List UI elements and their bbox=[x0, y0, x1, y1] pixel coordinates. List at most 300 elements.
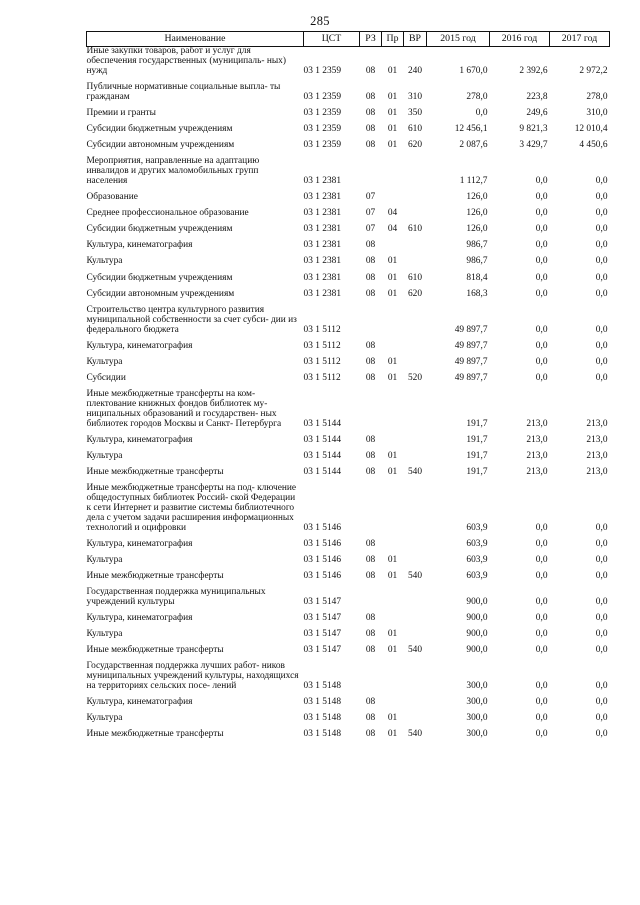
row-name: Иные межбюджетные трансферты bbox=[86, 570, 224, 581]
row-cst-code: 03 1 2359 bbox=[303, 140, 341, 151]
row-vr-code bbox=[404, 390, 427, 436]
row-pr-code: 01 bbox=[387, 570, 398, 581]
row-pr-code: 01 bbox=[387, 713, 398, 724]
row-amount-2015: 126,0 bbox=[466, 224, 488, 235]
row-amount-2015: 300,0 bbox=[466, 729, 488, 740]
row-vr-code bbox=[404, 484, 427, 540]
row-amount-2017: 0,0 bbox=[595, 729, 608, 740]
row-rz-code: 08 bbox=[365, 91, 376, 102]
table-row bbox=[87, 209, 610, 225]
row-amount-2016: 249,6 bbox=[526, 107, 548, 118]
row-amount-2015: 2 087,6 bbox=[459, 140, 488, 151]
row-amount-2017: 0,0 bbox=[595, 645, 608, 656]
row-vr-code bbox=[404, 306, 427, 342]
row-amount-2016: 0,0 bbox=[535, 340, 548, 351]
row-cst-code: 03 1 5147 bbox=[303, 613, 341, 624]
row-rz-code: 08 bbox=[365, 729, 376, 740]
row-amount-2017: 0,0 bbox=[595, 372, 608, 383]
row-cst-code: 03 1 2359 bbox=[303, 107, 341, 118]
header-cst: ЦСТ bbox=[304, 32, 360, 47]
row-cst-code: 03 1 5112 bbox=[303, 324, 341, 335]
row-rz-code bbox=[360, 662, 382, 698]
row-amount-2017: 0,0 bbox=[595, 522, 608, 533]
table-row bbox=[87, 47, 610, 83]
row-rz-code: 07 bbox=[365, 224, 376, 235]
row-cst-code: 03 1 2381 bbox=[303, 224, 341, 235]
row-rz-code: 08 bbox=[365, 140, 376, 151]
row-name: Культура, кинематография bbox=[86, 613, 193, 624]
row-name: Культура, кинематография bbox=[86, 538, 193, 549]
row-name: Иные межбюджетные трансферты bbox=[86, 466, 224, 477]
row-name: Субсидии бюджетным учреждениям bbox=[86, 272, 233, 283]
table-body bbox=[87, 47, 610, 747]
table-row bbox=[87, 452, 610, 468]
row-amount-2017: 213,0 bbox=[586, 418, 608, 429]
row-name: Культура bbox=[86, 554, 123, 565]
row-pr-code: 01 bbox=[387, 645, 398, 656]
row-cst-code: 03 1 5112 bbox=[303, 372, 341, 383]
row-rz-code bbox=[360, 390, 382, 436]
row-amount-2017: 0,0 bbox=[595, 288, 608, 299]
row-name: Культура, кинематография bbox=[86, 434, 193, 445]
row-amount-2015: 191,7 bbox=[466, 450, 488, 461]
row-amount-2016: 213,0 bbox=[526, 466, 548, 477]
row-amount-2015: 0,0 bbox=[475, 107, 488, 118]
row-cst-code: 03 1 5148 bbox=[303, 729, 341, 740]
row-amount-2016: 0,0 bbox=[535, 613, 548, 624]
row-pr-code bbox=[382, 698, 404, 714]
table-row bbox=[87, 241, 610, 257]
row-pr-code bbox=[382, 306, 404, 342]
row-name: Культура bbox=[86, 713, 123, 724]
row-amount-2016: 0,0 bbox=[535, 208, 548, 219]
row-amount-2015: 300,0 bbox=[466, 713, 488, 724]
row-name: Культура, кинематография bbox=[86, 340, 193, 351]
row-rz-code bbox=[360, 588, 382, 614]
row-name: Иные межбюджетные трансферты bbox=[86, 645, 224, 656]
row-amount-2016: 0,0 bbox=[535, 713, 548, 724]
row-rz-code: 08 bbox=[365, 697, 376, 708]
table-row bbox=[87, 588, 610, 614]
row-amount-2017: 278,0 bbox=[586, 91, 608, 102]
row-name: Премии и гранты bbox=[86, 107, 156, 118]
row-amount-2015: 278,0 bbox=[466, 91, 488, 102]
header-2016: 2016 год bbox=[490, 32, 550, 47]
row-cst-code: 03 1 5147 bbox=[303, 645, 341, 656]
header-vr: ВР bbox=[404, 32, 427, 47]
header-name: Наименование bbox=[87, 32, 304, 47]
row-amount-2015: 603,9 bbox=[466, 522, 488, 533]
table-row bbox=[87, 714, 610, 730]
row-amount-2016: 0,0 bbox=[535, 240, 548, 251]
row-vr-code bbox=[404, 436, 427, 452]
row-vr-code bbox=[404, 452, 427, 468]
row-amount-2017: 4 450,6 bbox=[579, 140, 608, 151]
row-vr-code bbox=[404, 157, 427, 193]
row-name: Культура bbox=[86, 629, 123, 640]
row-vr-code: 610 bbox=[407, 272, 423, 283]
row-pr-code: 04 bbox=[387, 224, 398, 235]
row-rz-code: 08 bbox=[365, 65, 376, 76]
row-vr-code bbox=[404, 588, 427, 614]
row-cst-code: 03 1 5146 bbox=[303, 538, 341, 549]
table-row bbox=[87, 83, 610, 109]
row-pr-code bbox=[382, 588, 404, 614]
table-row bbox=[87, 257, 610, 273]
row-amount-2016: 0,0 bbox=[535, 324, 548, 335]
row-pr-code: 01 bbox=[387, 91, 398, 102]
row-pr-code bbox=[382, 193, 404, 209]
row-amount-2017: 0,0 bbox=[595, 554, 608, 565]
table-row bbox=[87, 698, 610, 714]
row-amount-2017: 0,0 bbox=[595, 613, 608, 624]
row-rz-code: 08 bbox=[365, 124, 376, 134]
row-amount-2015: 49 897,7 bbox=[454, 372, 488, 383]
row-pr-code: 01 bbox=[387, 629, 398, 640]
table-row bbox=[87, 225, 610, 241]
row-rz-code: 08 bbox=[365, 629, 376, 640]
row-amount-2017: 0,0 bbox=[595, 681, 608, 692]
table-row bbox=[87, 274, 610, 290]
row-pr-code bbox=[382, 614, 404, 630]
row-vr-code bbox=[404, 209, 427, 225]
row-vr-code bbox=[404, 540, 427, 556]
row-rz-code: 08 bbox=[365, 372, 376, 383]
row-amount-2016: 213,0 bbox=[526, 450, 548, 461]
row-cst-code: 03 1 5148 bbox=[303, 681, 341, 692]
row-cst-code: 03 1 5144 bbox=[303, 434, 341, 445]
row-cst-code: 03 1 2381 bbox=[303, 208, 341, 219]
row-vr-code: 520 bbox=[407, 372, 423, 383]
row-rz-code: 08 bbox=[365, 272, 376, 283]
row-vr-code: 610 bbox=[407, 224, 423, 235]
header-2015: 2015 год bbox=[427, 32, 490, 47]
row-cst-code: 03 1 2381 bbox=[303, 240, 341, 251]
row-amount-2017: 0,0 bbox=[595, 256, 608, 267]
row-name: Субсидии автономным учреждениям bbox=[86, 288, 235, 299]
row-amount-2017: 0,0 bbox=[595, 356, 608, 367]
table-header bbox=[87, 32, 610, 47]
row-amount-2015: 49 897,7 bbox=[454, 340, 488, 351]
budget-table bbox=[86, 31, 610, 747]
table-row bbox=[87, 662, 610, 698]
row-vr-code: 310 bbox=[407, 91, 423, 102]
row-amount-2015: 126,0 bbox=[466, 192, 488, 203]
row-name: Иные межбюджетные трансферты bbox=[86, 729, 224, 740]
row-amount-2016: 0,0 bbox=[535, 570, 548, 581]
row-amount-2015: 900,0 bbox=[466, 645, 488, 656]
row-vr-code bbox=[404, 342, 427, 358]
row-amount-2015: 191,7 bbox=[466, 434, 488, 445]
table-row bbox=[87, 109, 610, 125]
row-rz-code: 08 bbox=[365, 554, 376, 565]
row-amount-2016: 0,0 bbox=[535, 645, 548, 656]
header-pr: Пр bbox=[382, 32, 404, 47]
row-vr-code: 350 bbox=[407, 107, 423, 118]
row-name: Иные межбюджетные трансферты на под- ключение общедоступных библиотек Россий- ской Федерации к сети Интернет и развитие системы библиотечного дела с учетом задачи расширения информационных технологий и оцифровки bbox=[86, 483, 297, 533]
header-2017: 2017 год bbox=[550, 32, 610, 47]
row-amount-2016: 0,0 bbox=[535, 554, 548, 565]
row-name: Государственная поддержка муниципальных учреждений культуры bbox=[86, 587, 266, 607]
table-row bbox=[87, 484, 610, 540]
table-row bbox=[87, 374, 610, 390]
row-amount-2015: 126,0 bbox=[466, 208, 488, 219]
row-pr-code bbox=[382, 662, 404, 698]
row-cst-code: 03 1 5144 bbox=[303, 450, 341, 461]
row-vr-code: 540 bbox=[407, 645, 423, 656]
row-vr-code bbox=[404, 257, 427, 273]
row-amount-2017: 0,0 bbox=[595, 208, 608, 219]
row-amount-2016: 0,0 bbox=[535, 176, 548, 186]
row-pr-code: 01 bbox=[387, 107, 398, 118]
row-cst-code: 03 1 5147 bbox=[303, 629, 341, 640]
table-row bbox=[87, 630, 610, 646]
table-row bbox=[87, 614, 610, 630]
row-rz-code: 08 bbox=[365, 434, 376, 445]
row-amount-2017: 310,0 bbox=[586, 107, 608, 118]
row-vr-code bbox=[404, 614, 427, 630]
row-vr-code bbox=[404, 556, 427, 572]
row-name: Строительство центра культурного развития муниципальной собственности за счет субси- дии из федерального бюджета bbox=[86, 304, 297, 335]
row-name: Субсидии бюджетным учреждениям bbox=[86, 124, 233, 134]
row-cst-code: 03 1 2359 bbox=[303, 124, 341, 134]
row-amount-2016: 0,0 bbox=[535, 729, 548, 740]
row-amount-2016: 0,0 bbox=[535, 522, 548, 533]
table-row bbox=[87, 193, 610, 209]
row-pr-code: 01 bbox=[387, 65, 398, 76]
row-amount-2015: 900,0 bbox=[466, 629, 488, 640]
row-cst-code: 03 1 2381 bbox=[303, 176, 341, 186]
row-rz-code bbox=[360, 484, 382, 540]
row-amount-2016: 2 392,6 bbox=[519, 65, 548, 76]
header-rz: РЗ bbox=[360, 32, 382, 47]
row-vr-code bbox=[404, 358, 427, 374]
row-amount-2016: 9 821,3 bbox=[519, 124, 548, 134]
row-pr-code bbox=[382, 157, 404, 193]
table-row bbox=[87, 125, 610, 141]
row-cst-code: 03 1 2381 bbox=[303, 192, 341, 203]
row-amount-2017: 0,0 bbox=[595, 340, 608, 351]
row-vr-code bbox=[404, 630, 427, 646]
row-amount-2016: 0,0 bbox=[535, 356, 548, 367]
row-rz-code: 08 bbox=[365, 340, 376, 351]
page-number: 285 bbox=[310, 14, 330, 28]
row-amount-2015: 191,7 bbox=[466, 418, 488, 429]
row-amount-2017: 0,0 bbox=[595, 570, 608, 581]
row-amount-2016: 213,0 bbox=[526, 434, 548, 445]
row-amount-2017: 0,0 bbox=[595, 272, 608, 283]
row-name: Субсидии bbox=[86, 372, 126, 383]
row-rz-code: 08 bbox=[365, 240, 376, 251]
row-amount-2017: 12 010,4 bbox=[574, 124, 608, 134]
row-cst-code: 03 1 2359 bbox=[303, 91, 341, 102]
row-pr-code bbox=[382, 342, 404, 358]
row-name: Культура bbox=[86, 356, 123, 367]
row-rz-code bbox=[360, 306, 382, 342]
row-amount-2017: 0,0 bbox=[595, 629, 608, 640]
row-name: Публичные нормативные социальные выпла- ты гражданам bbox=[86, 81, 281, 102]
row-cst-code: 03 1 5144 bbox=[303, 466, 341, 477]
row-amount-2017: 213,0 bbox=[586, 466, 608, 477]
row-amount-2015: 12 456,1 bbox=[454, 124, 488, 134]
row-vr-code bbox=[404, 714, 427, 730]
row-cst-code: 03 1 5147 bbox=[303, 596, 341, 607]
row-amount-2017: 0,0 bbox=[595, 176, 608, 186]
table-row bbox=[87, 390, 610, 436]
row-cst-code: 03 1 5146 bbox=[303, 570, 341, 581]
row-rz-code: 08 bbox=[365, 613, 376, 624]
row-cst-code: 03 1 5148 bbox=[303, 697, 341, 708]
row-amount-2015: 986,7 bbox=[466, 256, 488, 267]
row-rz-code bbox=[360, 157, 382, 193]
table-row bbox=[87, 306, 610, 342]
row-amount-2017: 0,0 bbox=[595, 324, 608, 335]
table-row bbox=[87, 342, 610, 358]
row-name: Культура bbox=[86, 256, 123, 267]
row-rz-code: 08 bbox=[365, 107, 376, 118]
row-pr-code bbox=[382, 540, 404, 556]
row-pr-code: 01 bbox=[387, 140, 398, 151]
row-name: Культура, кинематография bbox=[86, 240, 193, 251]
row-rz-code: 07 bbox=[365, 192, 376, 203]
row-amount-2017: 0,0 bbox=[595, 224, 608, 235]
row-amount-2016: 0,0 bbox=[535, 192, 548, 203]
row-cst-code: 03 1 2381 bbox=[303, 272, 341, 283]
row-vr-code: 620 bbox=[407, 288, 423, 299]
table-row bbox=[87, 540, 610, 556]
row-pr-code: 01 bbox=[387, 124, 398, 134]
row-cst-code: 03 1 5146 bbox=[303, 522, 341, 533]
row-amount-2016: 0,0 bbox=[535, 681, 548, 692]
row-vr-code bbox=[404, 662, 427, 698]
row-amount-2015: 603,9 bbox=[466, 554, 488, 565]
row-amount-2015: 191,7 bbox=[466, 466, 488, 477]
row-cst-code: 03 1 2381 bbox=[303, 288, 341, 299]
row-vr-code: 540 bbox=[407, 466, 423, 477]
row-name: Среднее профессиональное образование bbox=[86, 208, 249, 219]
table-row bbox=[87, 290, 610, 306]
row-cst-code: 03 1 2359 bbox=[303, 65, 341, 76]
row-pr-code bbox=[382, 390, 404, 436]
row-amount-2016: 0,0 bbox=[535, 629, 548, 640]
row-pr-code bbox=[382, 241, 404, 257]
row-amount-2017: 213,0 bbox=[586, 434, 608, 445]
row-amount-2015: 603,9 bbox=[466, 570, 488, 581]
row-amount-2016: 0,0 bbox=[535, 256, 548, 267]
row-amount-2016: 0,0 bbox=[535, 596, 548, 607]
row-vr-code: 620 bbox=[407, 140, 423, 151]
row-name: Иные закупки товаров, работ и услуг для обеспечения государственных (муниципаль- ных) нужд bbox=[86, 46, 286, 76]
row-amount-2015: 49 897,7 bbox=[454, 356, 488, 367]
table-row bbox=[87, 358, 610, 374]
row-pr-code bbox=[382, 484, 404, 540]
row-pr-code: 01 bbox=[387, 256, 398, 267]
row-amount-2016: 223,8 bbox=[526, 91, 548, 102]
row-rz-code: 08 bbox=[365, 356, 376, 367]
row-name: Государственная поддержка лучших работ- ников муниципальных учреждений культуры, находящихся на территориях сельских посе- лений bbox=[86, 661, 299, 692]
row-name: Иные межбюджетные трансферты на ком- плектование книжных фондов библиотек му- ниципальных образований и государствен- ных библиотек городов Москвы и Санкт- Петербурга bbox=[86, 388, 282, 429]
row-cst-code: 03 1 5112 bbox=[303, 340, 341, 351]
row-name: Субсидии автономным учреждениям bbox=[86, 140, 235, 151]
row-amount-2015: 900,0 bbox=[466, 613, 488, 624]
row-amount-2016: 0,0 bbox=[535, 372, 548, 383]
row-pr-code: 01 bbox=[387, 729, 398, 740]
row-pr-code: 01 bbox=[387, 466, 398, 477]
row-vr-code: 540 bbox=[407, 729, 423, 740]
row-amount-2017: 0,0 bbox=[595, 538, 608, 549]
row-amount-2017: 0,0 bbox=[595, 713, 608, 724]
row-amount-2015: 818,4 bbox=[466, 272, 488, 283]
row-rz-code: 08 bbox=[365, 645, 376, 656]
row-amount-2015: 168,3 bbox=[466, 288, 488, 299]
row-rz-code: 08 bbox=[365, 570, 376, 581]
row-pr-code: 01 bbox=[387, 356, 398, 367]
row-cst-code: 03 1 2381 bbox=[303, 256, 341, 267]
row-rz-code: 08 bbox=[365, 288, 376, 299]
row-amount-2015: 900,0 bbox=[466, 596, 488, 607]
row-amount-2017: 213,0 bbox=[586, 450, 608, 461]
row-amount-2015: 603,9 bbox=[466, 538, 488, 549]
row-rz-code: 08 bbox=[365, 713, 376, 724]
row-cst-code: 03 1 5146 bbox=[303, 554, 341, 565]
row-amount-2015: 1 112,7 bbox=[459, 176, 488, 186]
row-vr-code: 240 bbox=[407, 65, 423, 76]
table-row bbox=[87, 646, 610, 662]
row-vr-code bbox=[404, 241, 427, 257]
row-pr-code: 04 bbox=[387, 208, 398, 219]
row-amount-2015: 300,0 bbox=[466, 681, 488, 692]
table-row bbox=[87, 436, 610, 452]
row-amount-2017: 0,0 bbox=[595, 240, 608, 251]
row-cst-code: 03 1 5144 bbox=[303, 418, 341, 429]
row-amount-2017: 0,0 bbox=[595, 596, 608, 607]
row-name: Образование bbox=[86, 192, 138, 203]
row-amount-2015: 300,0 bbox=[466, 697, 488, 708]
row-amount-2015: 986,7 bbox=[466, 240, 488, 251]
row-amount-2017: 2 972,2 bbox=[579, 65, 608, 76]
table-row bbox=[87, 468, 610, 484]
table-row bbox=[87, 572, 610, 588]
row-name: Мероприятия, направленные на адаптацию инвалидов и других маломобильных групп населения bbox=[86, 156, 260, 186]
row-amount-2017: 0,0 bbox=[595, 192, 608, 203]
table-row bbox=[87, 141, 610, 157]
row-amount-2016: 213,0 bbox=[526, 418, 548, 429]
row-amount-2015: 49 897,7 bbox=[454, 324, 488, 335]
row-amount-2015: 1 670,0 bbox=[459, 65, 488, 76]
row-vr-code: 540 bbox=[407, 570, 423, 581]
row-rz-code: 07 bbox=[365, 208, 376, 219]
row-amount-2017: 0,0 bbox=[595, 697, 608, 708]
row-cst-code: 03 1 5148 bbox=[303, 713, 341, 724]
row-name: Культура bbox=[86, 450, 123, 461]
row-rz-code: 08 bbox=[365, 538, 376, 549]
row-vr-code bbox=[404, 698, 427, 714]
row-name: Субсидии бюджетным учреждениям bbox=[86, 224, 233, 235]
row-vr-code bbox=[404, 193, 427, 209]
row-name: Культура, кинематография bbox=[86, 697, 193, 708]
row-rz-code: 08 bbox=[365, 450, 376, 461]
row-pr-code: 01 bbox=[387, 288, 398, 299]
row-amount-2016: 3 429,7 bbox=[519, 140, 548, 151]
row-amount-2016: 0,0 bbox=[535, 224, 548, 235]
row-amount-2016: 0,0 bbox=[535, 272, 548, 283]
table-row bbox=[87, 157, 610, 193]
row-vr-code: 610 bbox=[407, 124, 423, 134]
row-pr-code: 01 bbox=[387, 372, 398, 383]
row-amount-2016: 0,0 bbox=[535, 697, 548, 708]
row-rz-code: 08 bbox=[365, 466, 376, 477]
row-pr-code: 01 bbox=[387, 554, 398, 565]
